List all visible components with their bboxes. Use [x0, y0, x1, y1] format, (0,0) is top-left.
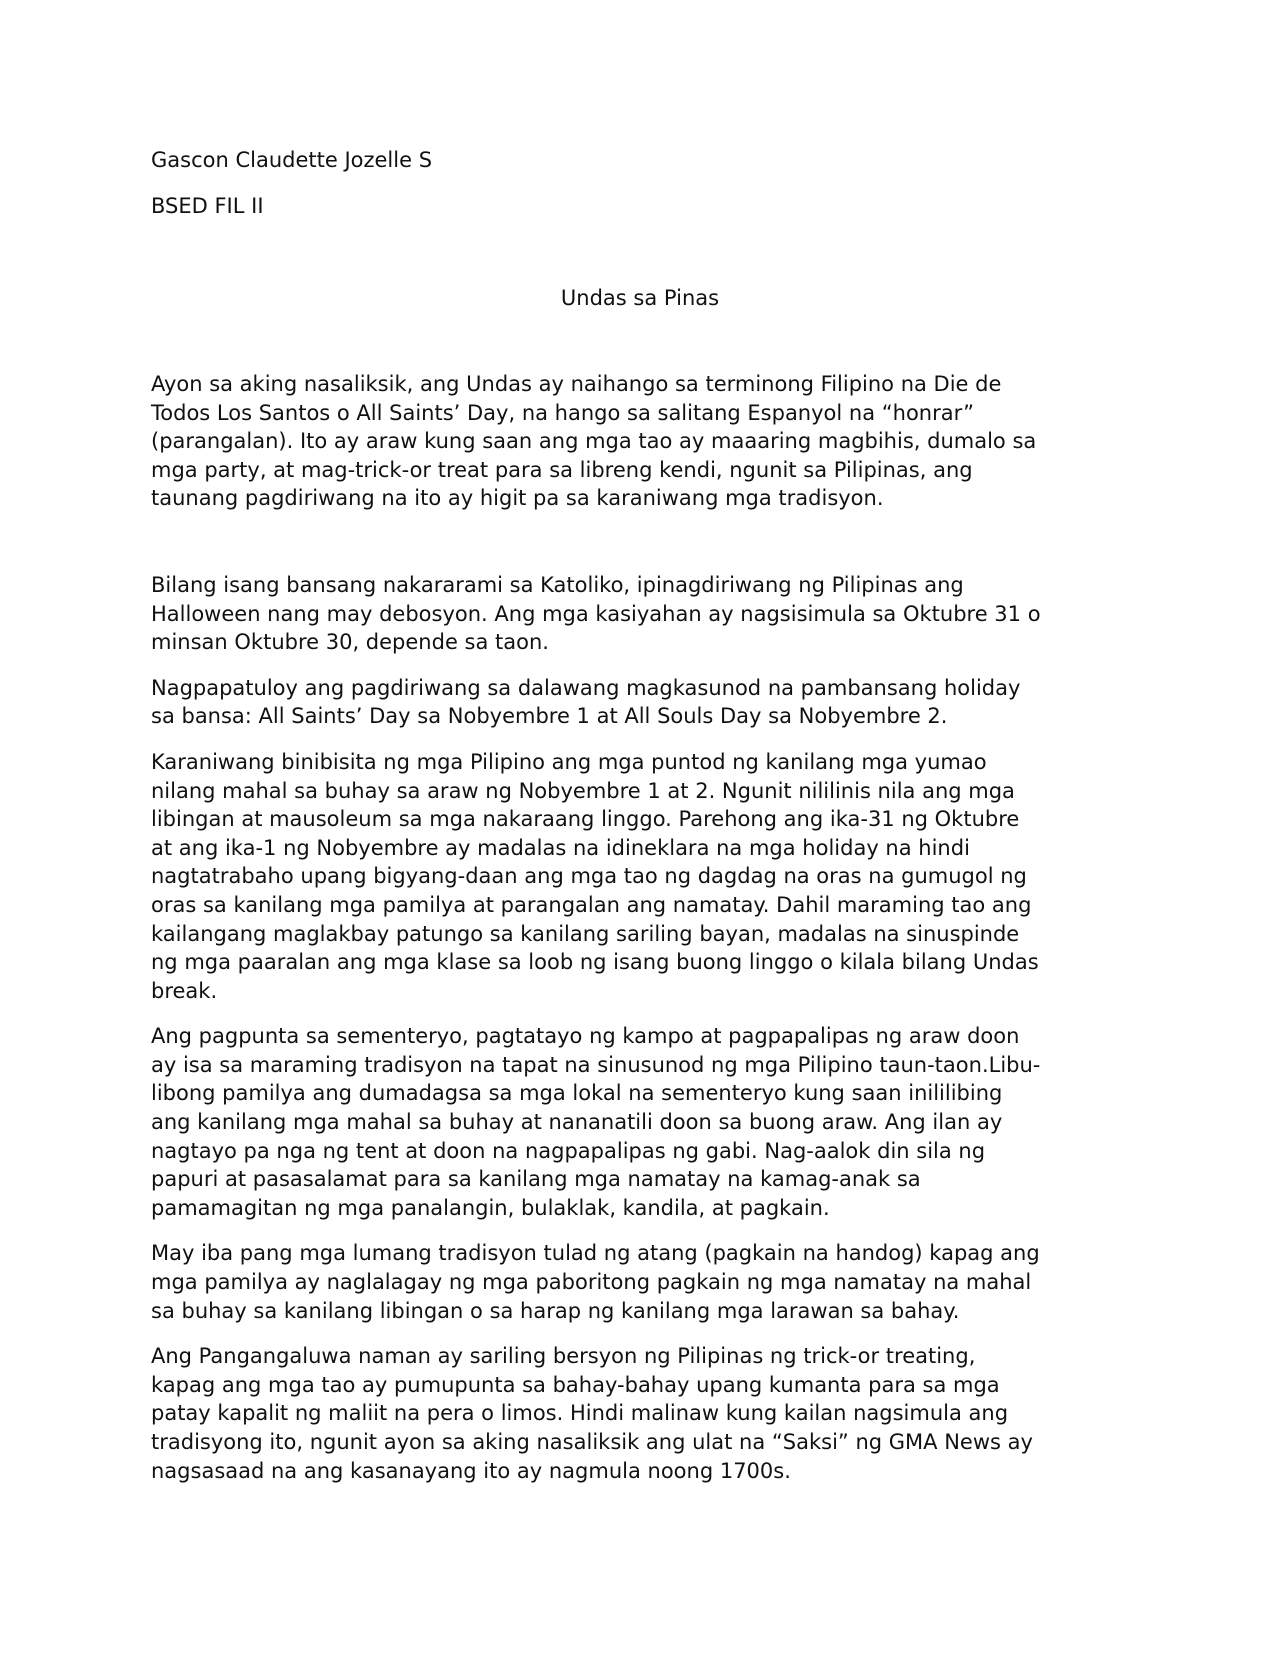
paragraph-2: Bilang isang bansang nakararami sa Katoliko, ipinagdiriwang ng Pilipinas ang Halloween nang may debosyon. Ang mga kasiyahan ay nagsisimula sa Oktubre 31 o minsan Oktubre 30, depende sa taon.	[151, 572, 1041, 655]
document-title: Undas sa Pinas	[560, 286, 720, 310]
paragraph-4: Karaniwang binibisita ng mga Pilipino ang mga puntod ng kanilang mga yumao nilang mahal sa buhay sa araw ng Nobyembre 1 at 2. Ngunit nililinis nila ang mga libingan at mausoleum sa mga nakaraang linggo. Parehong ang ika-31 ng Oktubre at ang ika-1 ng Nobyembre ay madalas na idineklara na mga holiday na hindi nagtatrabaho upang bigyang-daan ang mga tao ng dagdag na oras na gumugol ng oras sa kanilang mga pamilya at parangalan ang namatay. Dahil maraming tao ang kailangang maglakbay patungo sa kanilang sariling bayan, madalas na sinuspinde ng mga paaralan ang mga klase sa loob ng isang buong linggo o kilala bilang Undas break.	[151, 749, 1039, 1003]
paragraph-5: Ang pagpunta sa sementeryo, pagtatayo ng kampo at pagpapalipas ng araw doon ay isa sa maraming tradisyon na tapat na sinusunod ng mga Pilipino taun-taon.Libu- libong pamilya ang dumadagsa sa mga lokal na sementeryo kung saan inililibing ang kanilang mga mahal sa buhay at nananatili doon sa buong araw. Ang ilan ay nagtayo pa nga ng tent at doon na nagpapalipas ng gabi. Nag-aalok din sila ng papuri at pasasalamat para sa kanilang mga namatay na kamag-anak sa pamamagitan ng mga panalangin, bulaklak, kandila, at pagkain.	[151, 1024, 1041, 1220]
author-name: Gascon Claudette Jozelle S	[151, 148, 433, 172]
document-page	[151, 146, 1129, 1485]
paragraph-6: May iba pang mga lumang tradisyon tulad ng atang (pagkain na handog) kapag ang mga pamilya ay naglalagay ng mga paboritong pagkain ng mga namatay na mahal sa buhay sa kanilang libingan o sa harap ng kanilang mga larawan sa bahay.	[151, 1241, 1040, 1323]
paragraph-1: Ayon sa aking nasaliksik, ang Undas ay naihango sa terminong Filipino na Die de Todos Los Santos o All Saints’ Day, na hango sa salitang Espanyol na “honrar” (parangalan). Ito ay araw kung saan ang mga tao ay maaaring magbihis, dumalo sa mga party, at mag-trick-or treat para sa libreng kendi, ngunit sa Pilipinas, ang taunang pagdiriwang na ito ay higit pa sa karaniwang mga tradisyon.	[151, 372, 1037, 511]
course-label: BSED FIL II	[151, 194, 264, 218]
paragraph-3: Nagpapatuloy ang pagdiriwang sa dalawang magkasunod na pambansang holiday sa bansa: All Saints’ Day sa Nobyembre 1 at All Souls Day sa Nobyembre 2.	[151, 675, 1021, 729]
paragraph-7: Ang Pangangaluwa naman ay sariling bersyon ng Pilipinas ng trick-or treating, kapag ang mga tao ay pumupunta sa bahay-bahay upang kumanta para sa mga patay kapalit ng maliit na pera o limos. Hindi malinaw kung kailan nagsimula ang tradisyong ito, ngunit ayon sa aking nasaliksik ang ulat na “Saksi” ng GMA News ay nagsasaad na ang kasanayang ito ay nagmula noong 1700s.	[151, 1344, 1033, 1483]
